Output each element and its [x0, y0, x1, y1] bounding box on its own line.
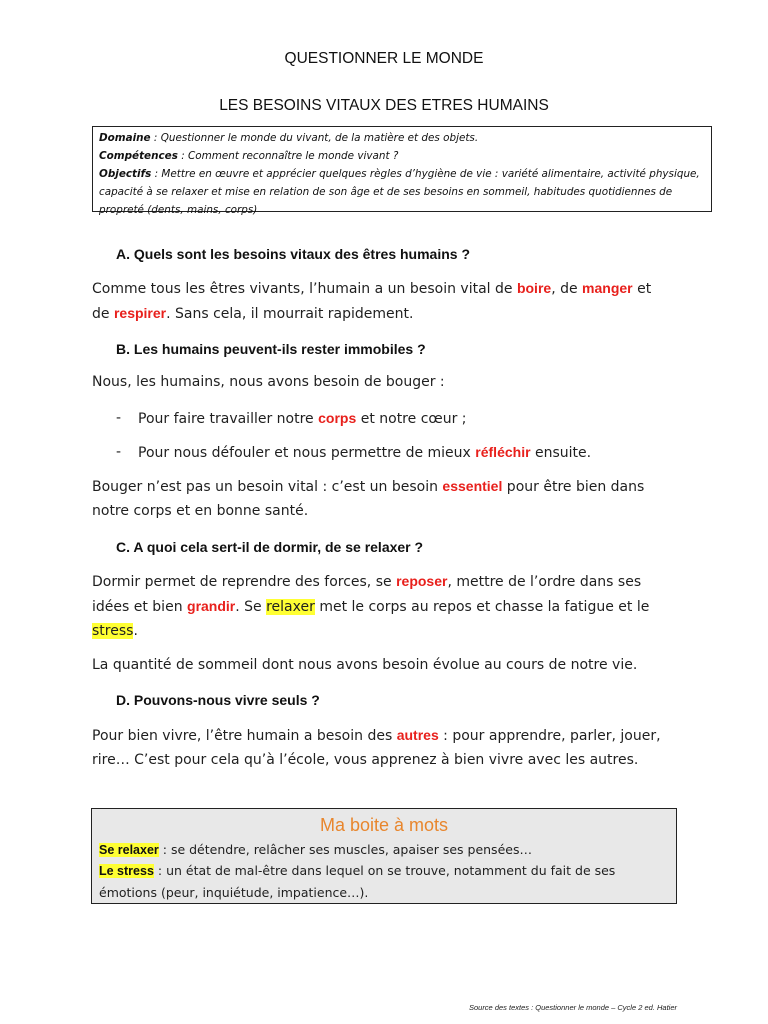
keyword-corps: corps [318, 410, 357, 426]
keyword-essentiel: essentiel [442, 478, 503, 494]
objectifs-text-3: propreté (dents, mains, corps) [99, 204, 258, 216]
word-box-title: Ma boite à mots [319, 815, 449, 835]
page-title: QUESTIONNER LE MONDE [284, 50, 484, 67]
section-a-paragraph-line-1 [92, 280, 651, 297]
section-b-bullet-2 [138, 444, 591, 461]
text: , de [551, 281, 583, 297]
text: met le corps au repos et chasse la fatigue et le [314, 599, 650, 615]
text: : se détendre, relâcher ses muscles, apaiser ses pensées… [158, 842, 532, 857]
word-box-definition-2 [99, 863, 615, 878]
text: . Sans cela, il mourrait rapidement. [166, 306, 414, 322]
keyword-autres: autres [396, 727, 439, 743]
text: et notre cœur ; [356, 411, 467, 427]
text: ensuite. [530, 445, 592, 461]
section-c-paragraph-line-3 [92, 623, 138, 639]
text: de [92, 306, 114, 322]
objectives-box [92, 126, 712, 216]
text: . Se [235, 599, 267, 615]
section-c-heading: C. A quoi cela sert-il de dormir, de se relaxer ? [116, 539, 424, 555]
domaine-label: Domaine [99, 132, 151, 144]
text: et [632, 281, 652, 297]
bullet-dash: - [116, 444, 122, 460]
keyword-respirer: respirer [113, 305, 167, 321]
keyword-reflechir: réfléchir [475, 444, 531, 460]
section-b-heading: B. Les humains peuvent-ils rester immobiles ? [116, 341, 426, 357]
text: . [133, 623, 138, 639]
section-d-heading: D. Pouvons-nous vivre seuls ? [116, 692, 320, 708]
competences-label: Compétences [99, 150, 178, 162]
term-se-relaxer: Se relaxer [99, 843, 159, 857]
section-b-paragraph-line-2: notre corps et en bonne santé. [92, 503, 309, 519]
text: Pour faire travailler notre [138, 411, 319, 427]
text: : pour apprendre, parler, jouer, [438, 728, 661, 744]
word-box [91, 808, 677, 904]
competences-text: : Comment reconnaître le monde vivant ? [177, 150, 399, 162]
keyword-reposer: reposer [396, 573, 448, 589]
objectifs-label: Objectifs [99, 168, 152, 180]
text: idées et bien [92, 599, 188, 615]
section-a-paragraph-line-2 [92, 305, 413, 322]
text: : un état de mal-être dans lequel on se trouve, notamment du fait de ses [153, 863, 616, 878]
text: Dormir permet de reprendre des forces, se [92, 574, 397, 590]
section-b-intro: Nous, les humains, nous avons besoin de bouger : [92, 374, 445, 390]
word-box-definition-2-cont: émotions (peur, inquiétude, impatience…). [99, 885, 369, 900]
term-le-stress: Le stress [99, 864, 154, 878]
objectifs-line [99, 165, 705, 183]
keyword-manger: manger [582, 280, 633, 296]
text: Pour bien vivre, l’être humain a besoin des [92, 728, 397, 744]
section-a-heading: A. Quels sont les besoins vitaux des êtres humains ? [116, 246, 470, 262]
text: , mettre de l’ordre dans ses [447, 574, 642, 590]
highlight-relaxer: relaxer [266, 599, 315, 615]
section-c-paragraph-line-2 [92, 598, 649, 615]
text: pour être bien dans [502, 479, 645, 495]
objectifs-text-2: capacité à se relaxer et mise en relation de son âge et de ses besoins en sommeil, habitudes quotidiennes de [99, 186, 673, 198]
section-d-paragraph-line-1 [92, 727, 661, 744]
text: Comme tous les êtres vivants, l’humain a un besoin vital de [92, 281, 517, 297]
keyword-grandir: grandir [187, 598, 236, 614]
text: Bouger n’est pas un besoin vital : c’est un besoin [92, 479, 443, 495]
domaine-line [99, 129, 705, 147]
source-note: Source des textes : Questionner le monde – Cycle 2 ed. Hatier [468, 1003, 677, 1012]
section-c-paragraph-line-4: La quantité de sommeil dont nous avons besoin évolue au cours de notre vie. [92, 657, 638, 673]
objectifs-text-1: : Mettre en œuvre et apprécier quelques règles d’hygiène de vie : variété alimentaire, activité physique, [151, 168, 700, 180]
section-d-paragraph-line-2: rire… C’est pour cela qu’à l’école, vous apprenez à bien vivre avec les autres. [92, 752, 639, 768]
highlight-stress: stress [92, 623, 134, 639]
bullet-dash: - [116, 410, 122, 426]
section-c-paragraph-line-1 [92, 573, 641, 590]
section-b-bullet-1 [138, 410, 467, 427]
competences-line [99, 147, 705, 165]
word-box-definition-1 [99, 842, 532, 857]
page-subtitle: LES BESOINS VITAUX DES ETRES HUMAINS [219, 97, 549, 114]
text: Pour nous défouler et nous permettre de mieux [138, 445, 476, 461]
section-b-paragraph-line-1 [92, 478, 644, 495]
keyword-boire: boire [516, 280, 552, 296]
domaine-text: : Questionner le monde du vivant, de la matière et des objets. [150, 132, 479, 144]
